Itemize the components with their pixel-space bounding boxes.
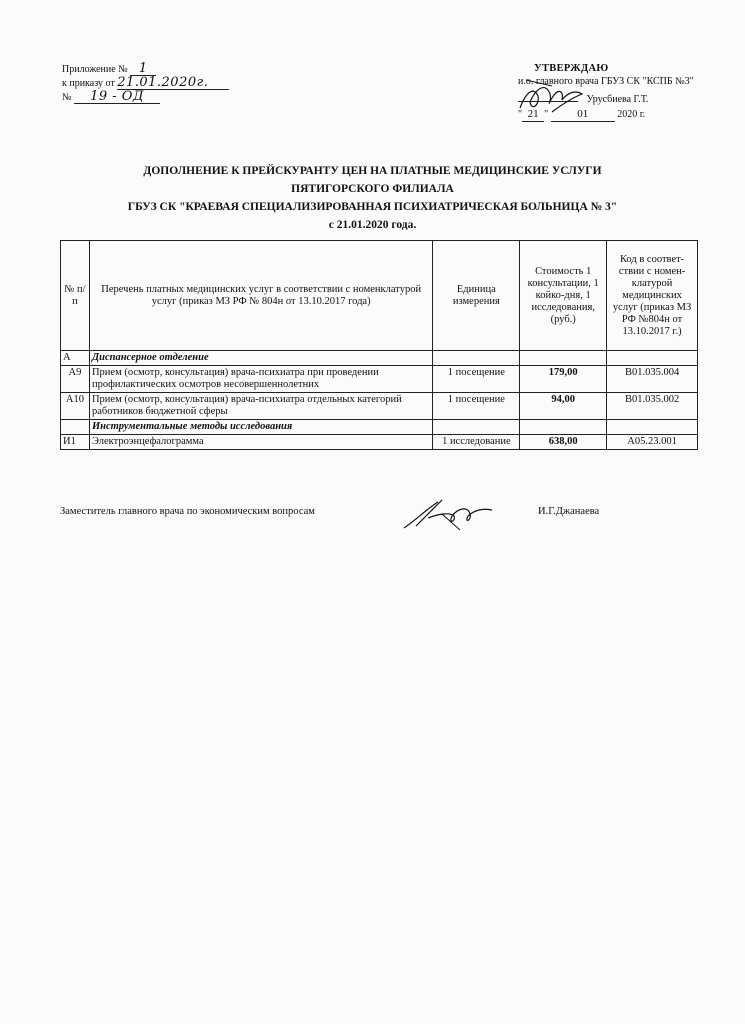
approval-title: УТВЕРЖДАЮ [534,63,609,74]
row-unit: 1 посещение [433,393,520,420]
price-table [60,240,698,450]
table-header-row [61,241,698,351]
row-code: В01.035.002 [607,393,698,420]
row-service-name: Электроэнцефалограмма [89,435,432,450]
header-num: № п/п [61,241,90,351]
footer-name: И.Г.Джанаева [538,506,600,517]
approval-block: УТВЕРЖДАЮ и.о. главного врача ГБУЗ СК "КСПБ №3" Урусбиева Г.Т. " 21 " 01 2020 г. [518,62,718,122]
footer-position: Заместитель главного врача по экономическим вопросам [60,506,315,517]
table-row [61,435,698,450]
row-unit: 1 исследование [433,435,520,450]
section-title: Диспансерное отделение [89,351,432,366]
row-num: И1 [61,435,90,450]
approval-date-day: 21 [522,108,544,122]
table-row-section [61,351,698,366]
header-unit: Единица измерения [433,241,520,351]
row-num: А9 [61,366,90,393]
row-service-name: Прием (осмотр, консультация) врача-психиатра отдельных категорий работников бюджетной сферы [89,393,432,420]
row-num: А [61,351,90,366]
heading-line-3: ГБУЗ СК "КРАЕВАЯ СПЕЦИАЛИЗИРОВАННАЯ ПСИХИАТРИЧЕСКАЯ БОЛЬНИЦА № 3" [127,201,618,213]
approval-signature [512,72,602,122]
heading-line-2: ПЯТИГОРСКОГО ФИЛИАЛА [291,183,454,195]
order-number-label: № [62,92,72,103]
order-number: 19 - ОД [74,90,160,104]
table-row-section [61,420,698,435]
section-title: Инструментальные методы исследования [89,420,432,435]
row-num: А10 [61,393,90,420]
row-cost: 179,00 [520,366,607,393]
approval-date-year: 2020 г. [617,109,646,120]
row-unit: 1 посещение [433,366,520,393]
header-service-name: Перечень платных медицинских услуг в соответствии с номенклатурой услуг (приказ МЗ РФ № 804н от 13.10.2017 года) [89,241,432,351]
heading-line-4: с 21.01.2020 года. [328,219,417,231]
approval-position: и.о. главного врача ГБУЗ СК "КСПБ №3" [518,76,694,87]
order-date-label: к приказу от [62,78,115,89]
order-date: 21.01.2020г. [117,76,229,90]
row-cost: 638,00 [520,435,607,450]
attachment-label: Приложение № [62,64,128,75]
attachment-block [62,62,262,104]
row-service-name: Прием (осмотр, консультация) врача-психиатра при проведении профилактических осмотров несовершеннолетних [89,366,432,393]
row-num [61,420,90,435]
approval-date-month: 01 [551,108,615,122]
header-code: Код в соответ-ствии с номен-клатурой медицинских услуг (приказ МЗ РФ №804н от 13.10.2017 г.) [607,241,698,351]
row-code: А05.23.001 [607,435,698,450]
attachment-number: 1 [130,62,156,76]
heading-line-1: ДОПОЛНЕНИЕ К ПРЕЙСКУРАНТУ ЦЕН НА ПЛАТНЫЕ МЕДИЦИНСКИЕ УСЛУГИ [143,165,602,177]
footer-signature [398,494,498,536]
row-cost: 94,00 [520,393,607,420]
table-row [61,393,698,420]
table-row [61,366,698,393]
row-code: В01.035.004 [607,366,698,393]
approval-name: Урусбиева Г.Т. [586,94,649,105]
header-cost: Стоимость 1 консультации, 1 койко-дня, 1 исследования, (руб.) [520,241,607,351]
